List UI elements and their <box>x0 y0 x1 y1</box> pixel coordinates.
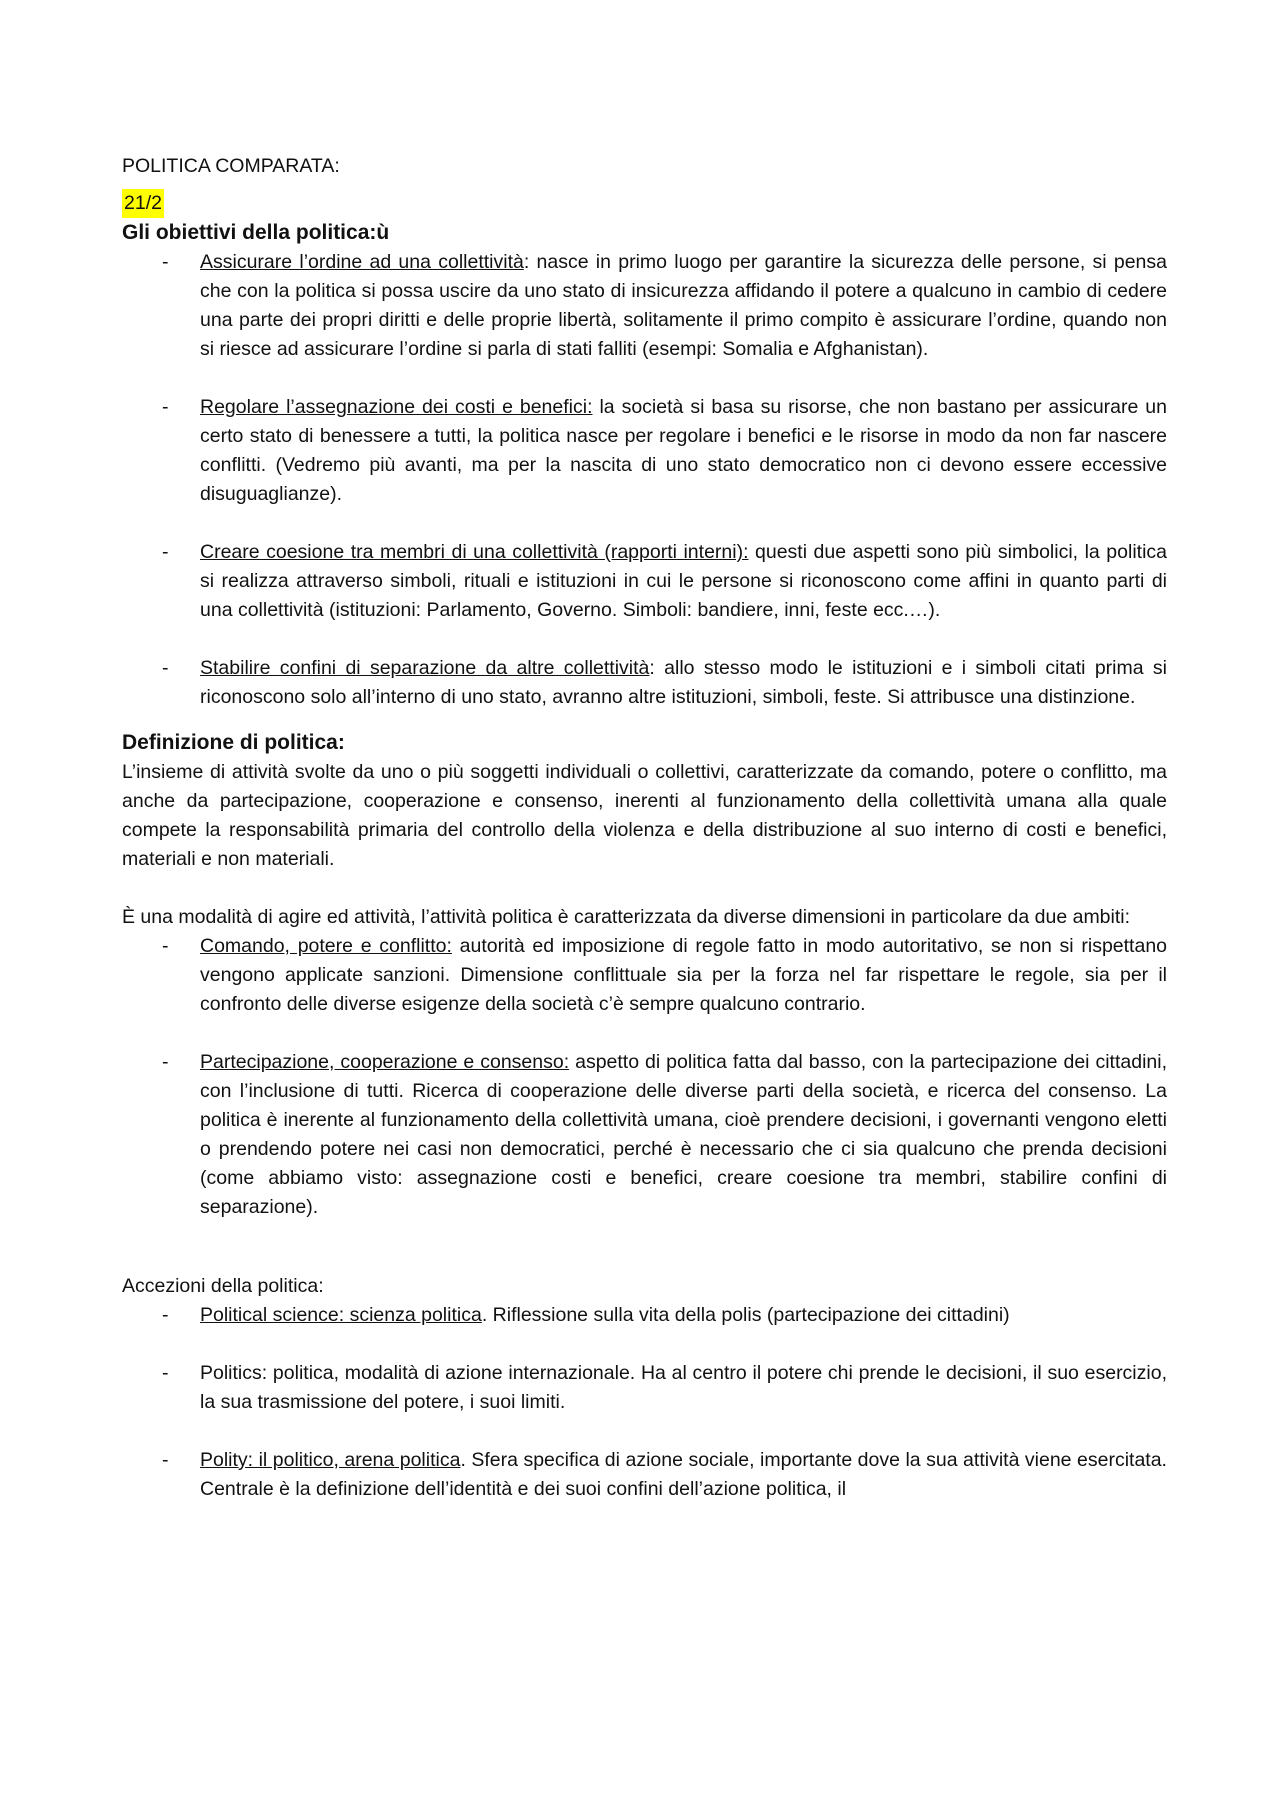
dash-marker: - <box>162 1051 169 1073</box>
spacer <box>122 1222 1167 1272</box>
definition-heading: Definizione di politica: <box>122 731 345 754</box>
definition-paragraph: L’insieme di attività svolte da uno o più soggetti individuali o collettivi, caratterizzate da comando, potere o conflitto, ma anche da partecipazione, cooperazione e consenso, inerenti al funzionamento della collettività umana alla quale compete la responsabilità primaria del controllo della violenza e della distribuzione al suo interno di costi e benefici, materiali e non materiali. <box>122 761 1167 870</box>
list-item <box>122 538 1167 625</box>
list-item <box>122 393 1167 509</box>
dimensions-paragraph: È una modalità di agire ed attività, l’attività politica è caratterizzata da diverse dimensioni in particolare da due ambiti: <box>122 906 1131 928</box>
list-item <box>122 1048 1167 1222</box>
item-text: : nasce in primo luogo per garantire la sicurezza delle persone, si pensa che con la politica si possa uscire da uno stato di insicurezza affidando il potere a qualcuno in cambio di cedere una parte dei propri diritti e delle proprie libertà, solitamente il primo compito è assicurare l’ordine, quando non si riesce ad assicurare l’ordine si parla di stati falliti (esempi: Somalia e Afghanistan). <box>200 251 1167 360</box>
list-item <box>122 1359 1167 1417</box>
list-item <box>122 1446 1167 1504</box>
item-text: aspetto di politica fatta dal basso, con la partecipazione dei cittadini, con l’inclusione di tutti. Ricerca di cooperazione delle diverse parti della società, e ricerca del consenso. La politica è inerente al funzionamento della collettività umana, cioè prendere decisioni, i governanti vengono eletti o prendendo potere nei casi non democratici, perché è necessario che ci sia qualcuno che prenda decisioni (come abbiamo visto: assegnazione costi e benefici, creare coesione tra membri, stabilire confini di separazione). <box>200 1051 1167 1218</box>
list-item <box>122 654 1167 712</box>
item-term: Assicurare l’ordine ad una collettività <box>200 251 524 273</box>
item-text: questi due aspetti sono più simbolici, la politica si realizza attraverso simboli, rituali e istituzioni in cui le persone si riconoscono come affini in quanto parti di una collettività (istituzioni: Parlamento, Governo. Simboli: bandiere, inni, feste ecc.…). <box>200 541 1167 621</box>
list-item <box>122 1301 1167 1330</box>
highlighted-date: 21/2 <box>122 189 164 218</box>
item-term: Comando, potere e conflitto: <box>200 935 452 957</box>
dash-marker: - <box>162 251 169 273</box>
objectives-list <box>122 248 1167 712</box>
item-term: Political science: scienza politica <box>200 1304 482 1326</box>
dash-marker: - <box>162 1362 169 1384</box>
item-text: : allo stesso modo le istituzioni e i simboli citati prima si riconoscono solo all’interno di uno stato, avranno altre istituzioni, simboli, feste. Si attribusce una distinzione. <box>200 657 1167 708</box>
dimensions-list <box>122 932 1167 1222</box>
item-term: Partecipazione, cooperazione e consenso: <box>200 1051 570 1073</box>
list-item <box>122 932 1167 1019</box>
date-line <box>122 189 1167 218</box>
item-text: la società si basa su risorse, che non bastano per assicurare un certo stato di benessere a tutti, la politica nasce per regolare i benefici e le risorse in modo da non far nascere conflitti. (Vedremo più avanti, ma per la nascita di uno stato democratico non ci devono essere eccessive disuguaglianze). <box>200 396 1167 505</box>
dash-marker: - <box>162 657 169 679</box>
dash-marker: - <box>162 396 169 418</box>
item-term: Polity: il politico, arena politica <box>200 1449 461 1471</box>
item-text: autorità ed imposizione di regole fatto in modo autoritativo, se non si rispettano vengono applicate sanzioni. Dimensione conflittuale sia per la forza nel far rispettare le regole, sia per il confronto delle diverse esigenze della società c’è sempre qualcuno contrario. <box>200 935 1168 1015</box>
meanings-list <box>122 1301 1167 1504</box>
document-body <box>122 152 1167 1504</box>
list-item <box>122 248 1167 364</box>
dash-marker: - <box>162 935 169 957</box>
dash-marker: - <box>162 1449 169 1471</box>
item-term: Creare coesione tra membri di una collettività (rapporti interni): <box>200 541 749 563</box>
item-text: Politics: politica, modalità di azione internazionale. Ha al centro il potere chi prende le decisioni, il suo esercizio, la sua trasmissione del potere, i suoi limiti. <box>200 1362 1167 1413</box>
item-text: . Sfera specifica di azione sociale, importante dove la sua attività viene esercitata. Centrale è la definizione dell’identità e dei suoi confini dell’azione politica, il <box>200 1449 1167 1500</box>
spacer <box>122 874 1167 903</box>
objectives-heading: Gli obiettivi della politica:ù <box>122 221 390 244</box>
meanings-heading: Accezioni della politica: <box>122 1275 324 1297</box>
item-text: . Riflessione sulla vita della polis (partecipazione dei cittadini) <box>481 1304 1010 1326</box>
document-title: POLITICA COMPARATA: <box>122 155 340 177</box>
item-term: Stabilire confini di separazione da altre collettività <box>200 657 650 679</box>
item-term: Regolare l’assegnazione dei costi e benefici: <box>200 396 593 418</box>
dash-marker: - <box>162 541 169 563</box>
dash-marker: - <box>162 1304 169 1326</box>
spacer <box>122 712 1167 728</box>
